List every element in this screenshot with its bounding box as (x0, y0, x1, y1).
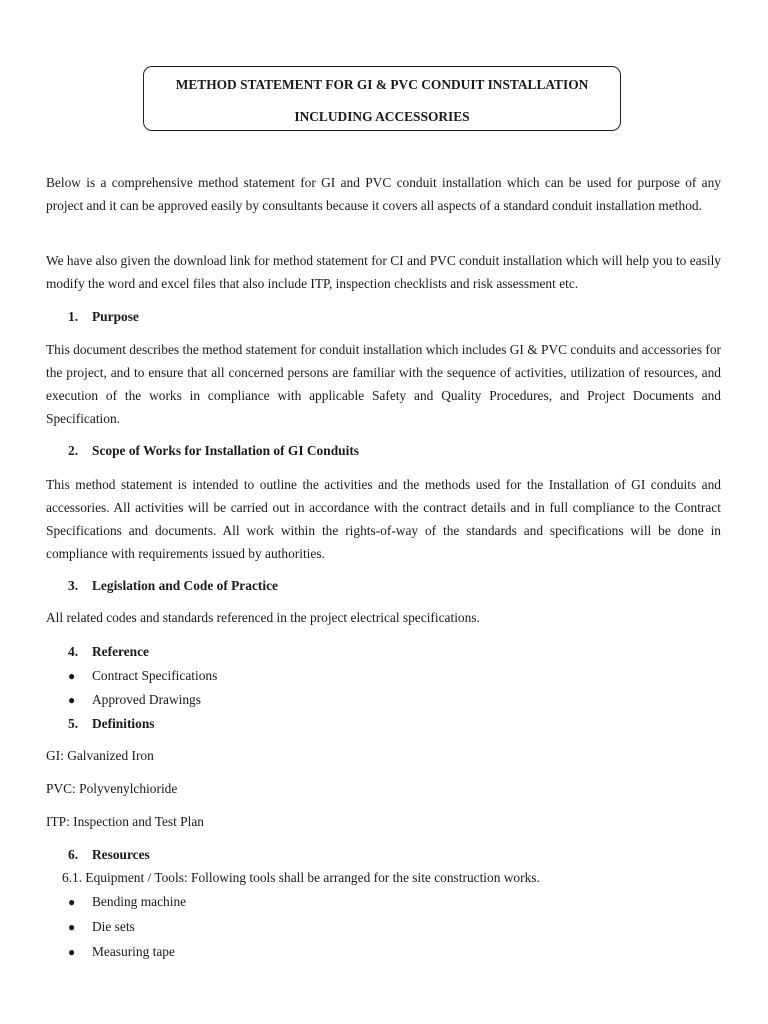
list-item (68, 667, 217, 685)
title-line-2: INCLUDING ACCESSORIES (294, 109, 470, 124)
subsection-6-1: 6.1. Equipment / Tools: Following tools shall be arranged for the site construction works. (62, 870, 540, 885)
section-4-heading (68, 643, 149, 661)
section-title: Reference (92, 644, 149, 659)
bullet-icon: ● (68, 895, 76, 909)
section-2-paragraph: This method statement is intended to outline the activities and the methods used for the Installation of GI conduits and accessories. All activities will be carried out in accordance with the contract details and in full compliance to the Contract Specifications and documents. All work within the rights-of-way of the standards and specifications will be done in compliance with requirements issued by authorities. (46, 477, 721, 561)
section-1-paragraph: This document describes the method statement for conduit installation which includes GI & PVC conduits and accessories for the project, and to ensure that all concerned persons are familiar with the sequence of activities, utilization of resources, and execution of the works in compliance with applicable Safety and Quality Procedures, and Project Documents and Specification. (46, 342, 721, 426)
title-line-1: METHOD STATEMENT FOR GI & PVC CONDUIT INSTALLATION (175, 77, 589, 92)
list-item (68, 893, 186, 911)
section-title: Resources (92, 847, 150, 862)
section-title: Legislation and Code of Practice (92, 578, 278, 593)
section-title: Definitions (92, 716, 155, 731)
bullet-icon: ● (68, 693, 76, 707)
bullet-icon: ● (68, 669, 76, 683)
section-5-heading (68, 715, 155, 733)
list-item-text: Die sets (92, 919, 135, 934)
section-2-heading (68, 442, 359, 460)
section-1-heading (68, 308, 139, 326)
section-number: 4. (68, 644, 79, 659)
section-number: 2. (68, 443, 79, 458)
bullet-icon: ● (68, 945, 76, 959)
section-6-heading (68, 846, 150, 864)
definition-itp: ITP: Inspection and Test Plan (46, 814, 204, 829)
section-number: 6. (68, 847, 79, 862)
list-item-text: Measuring tape (92, 944, 175, 959)
list-item-text: Bending machine (92, 894, 187, 909)
section-title: Scope of Works for Installation of GI Conduits (92, 443, 359, 458)
definition-pvc: PVC: Polyvenylchioride (46, 781, 178, 796)
section-title: Purpose (92, 309, 139, 324)
intro-paragraph-2: We have also given the download link for method statement for CI and PVC conduit installation which will help you to easily modify the word and excel files that also include ITP, inspection checklists and risk assessment etc. (46, 253, 721, 291)
list-item-text: Approved Drawings (92, 692, 201, 707)
bullet-icon: ● (68, 920, 76, 934)
section-3-paragraph: All related codes and standards referenced in the project electrical specifications. (46, 610, 480, 625)
title-box (143, 66, 621, 131)
list-item (68, 691, 201, 709)
section-3-heading (68, 577, 278, 595)
definition-gi: GI: Galvanized Iron (46, 748, 154, 763)
section-number: 1. (68, 309, 79, 324)
list-item (68, 943, 175, 961)
list-item-text: Contract Specifications (92, 668, 218, 683)
section-number: 5. (68, 716, 79, 731)
intro-paragraph-1: Below is a comprehensive method statement for GI and PVC conduit installation which can be used for purpose of any project and it can be approved easily by consultants because it covers all aspects of a standard conduit installation method. (46, 175, 721, 213)
list-item (68, 918, 135, 936)
section-number: 3. (68, 578, 79, 593)
